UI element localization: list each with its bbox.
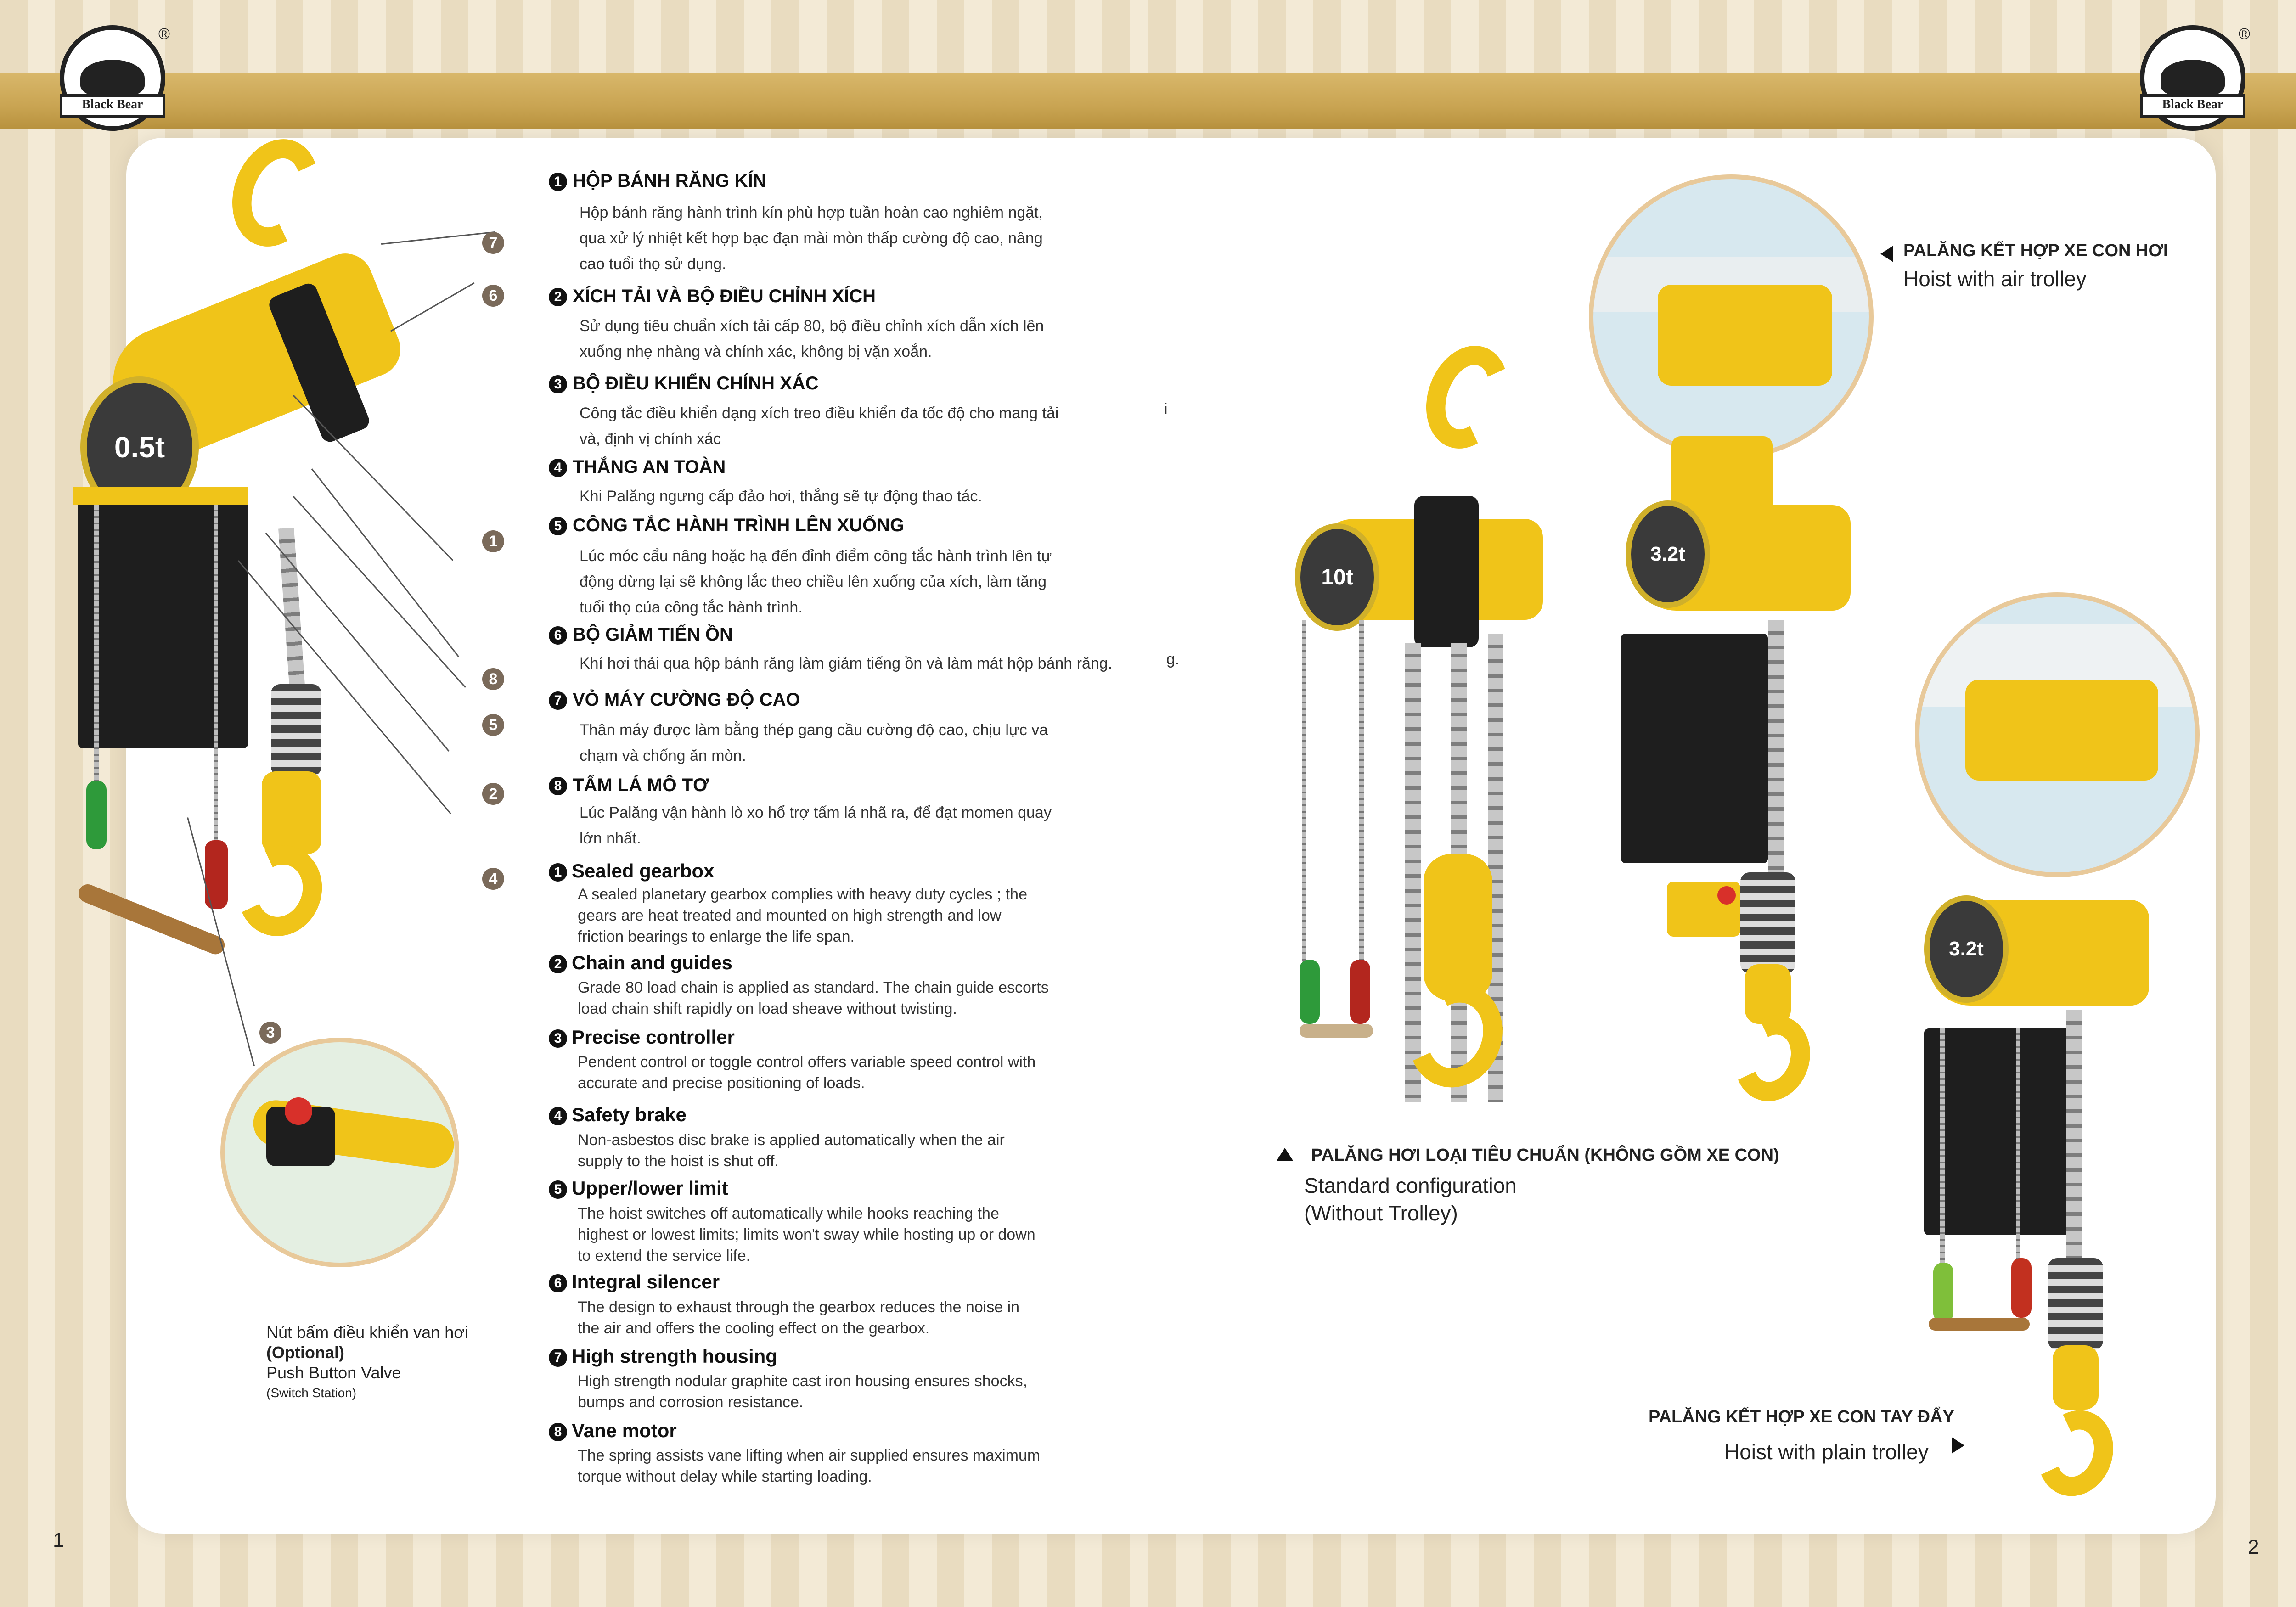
trolley-frame <box>1965 680 2158 781</box>
red-handle <box>2011 1258 2032 1318</box>
spring-guard <box>2048 1258 2103 1350</box>
hook-block <box>1424 854 1492 1001</box>
section-title-text: VỎ MÁY CƯỜNG ĐỘ CAO <box>573 690 800 710</box>
vn-section-title-3 <box>549 373 819 394</box>
vn-section-title-5 <box>549 515 904 536</box>
spring-guard <box>1740 872 1795 973</box>
brand-logo-left <box>60 25 170 131</box>
section-number: 4 <box>549 1107 567 1125</box>
standard-caption-vn: PALĂNG HƠI LOẠI TIÊU CHUẨN (KHÔNG GỒM XE CON) <box>1311 1146 1779 1165</box>
en-section-body-2 <box>578 977 1106 1019</box>
pull-chain <box>2016 1028 2020 1281</box>
vn-section-title-4 <box>549 457 726 478</box>
trolley-frame <box>1658 285 1832 386</box>
air-trolley-caption-vn: PALĂNG KẾT HỢP XE CON HƠI <box>1903 241 2168 260</box>
callout-7: 7 <box>482 232 504 254</box>
section-title-text: BỘ GIẢM TIẾN ỒN <box>573 624 733 645</box>
body-line: cao tuổi thọ sử dụng. <box>580 255 726 273</box>
body-line: load chain shift rapidly on load sheave without twisting. <box>578 1000 957 1017</box>
registered-mark: ® <box>158 25 170 43</box>
inset-caption-sub: (Switch Station) <box>266 1386 357 1400</box>
vn-section-title-7 <box>549 690 800 710</box>
section-title-text: XÍCH TẢI VÀ BỘ ĐIỀU CHỈNH XÍCH <box>573 286 876 306</box>
pointer-left-icon <box>1880 246 1893 262</box>
plain-trolley-caption-vn: PALĂNG KẾT HỢP XE CON TAY ĐẨY <box>1649 1407 1954 1427</box>
vn-section-body-8 <box>580 800 1112 851</box>
body-line: High strength nodular graphite cast iron housing ensures shocks, <box>578 1372 1028 1390</box>
pull-chain <box>1940 1028 1945 1281</box>
vn-section-title-8 <box>549 775 709 796</box>
section-number: 5 <box>549 517 567 535</box>
section-title-text: CÔNG TẮC HÀNH TRÌNH LÊN XUỐNG <box>573 515 905 535</box>
section-number: 7 <box>549 1349 567 1367</box>
body-line: Lúc móc cẩu nâng hoặc hạ đến đỉnh điểm công tắc hành trình lên tự <box>580 547 1052 565</box>
push-button-caption <box>266 1322 468 1403</box>
brand-name: Black Bear <box>2140 94 2245 118</box>
en-section-body-4 <box>578 1129 1106 1172</box>
body-line: Công tắc điều khiển dạng xích treo điều khiển đa tốc độ cho mang tải <box>580 405 1059 422</box>
callout-5: 5 <box>482 714 504 736</box>
vn-section-body-1 <box>580 200 1112 277</box>
section-title-text: Precise controller <box>572 1026 735 1048</box>
body-line: highest or lowest limits; limits won't sway while hosting up or down <box>578 1226 1035 1243</box>
plain-trolley-inset <box>1915 592 2200 877</box>
vn-section-body-4 <box>580 483 1112 509</box>
body-line: friction bearings to enlarge the life span. <box>578 928 855 945</box>
body-line: supply to the hoist is shut off. <box>578 1152 779 1170</box>
body-line: tuổi thọ của công tắc hành trình. <box>580 599 803 616</box>
pointer-right-icon <box>1952 1437 1964 1454</box>
section-title-text: Safety brake <box>572 1104 687 1125</box>
brand-name: Black Bear <box>60 94 165 118</box>
en-section-title-7 <box>549 1345 777 1367</box>
section-title-text: Upper/lower limit <box>572 1177 728 1199</box>
body-line: Non-asbestos disc brake is applied automatically when the air <box>578 1131 1005 1149</box>
body-line: to extend the service life. <box>578 1247 751 1264</box>
chain-bag <box>78 496 248 748</box>
section-number: 4 <box>549 459 567 477</box>
red-handle <box>1350 960 1370 1024</box>
chain-bag <box>1621 634 1768 863</box>
section-title-text: BỘ ĐIỀU KHIỂN CHÍNH XÁC <box>573 373 819 393</box>
load-chain <box>2066 1010 2082 1286</box>
section-number: 7 <box>549 691 567 710</box>
en-section-title-3 <box>549 1026 735 1048</box>
vn-section-title-6 <box>549 624 733 645</box>
en-section-title-6 <box>549 1271 720 1293</box>
en-section-title-8 <box>549 1420 677 1442</box>
header-band <box>0 73 2296 129</box>
pull-chain-right <box>214 505 218 845</box>
pull-bar <box>1300 1024 1373 1038</box>
section-number: 8 <box>549 1423 567 1441</box>
body-line: chạm và chống ăn mòn. <box>580 747 746 764</box>
section-title-text: Chain and guides <box>572 952 733 973</box>
body-line: Khí hơi thải qua hộp bánh răng làm giảm tiếng ồn và làm mát hộp bánh răng. <box>580 655 1113 672</box>
inset-caption-en: Push Button Valve <box>266 1363 401 1382</box>
section-number: 6 <box>549 1274 567 1292</box>
inset-caption-optional: (Optional) <box>266 1343 344 1362</box>
body-line: Grade 80 load chain is applied as standard. The chain guide escorts <box>578 979 1049 996</box>
body-line: A sealed planetary gearbox complies with heavy duty cycles ; the <box>578 886 1027 903</box>
section-number: 5 <box>549 1180 567 1199</box>
en-section-body-3 <box>578 1051 1106 1094</box>
body-line: Lúc Palăng vận hành lò xo hổ trợ tấm lá nhã ra, để đạt momen quay <box>580 804 1052 821</box>
callout-4: 4 <box>482 868 504 890</box>
bag-frame <box>73 487 248 505</box>
body-line: torque without delay while starting loading. <box>578 1468 872 1485</box>
gearbox-cover <box>1414 496 1479 647</box>
body-line: Sử dụng tiêu chuẩn xích tải cấp 80, bộ điều chỉnh xích dẫn xích lên <box>580 317 1044 335</box>
section-number: 1 <box>549 173 567 191</box>
pointer-up-icon <box>1277 1148 1293 1161</box>
vn-section-body-2 <box>580 313 1112 365</box>
air-trolley-caption-en: Hoist with air trolley <box>1903 267 2087 291</box>
vn-section-body-7 <box>580 717 1112 769</box>
plain-trolley-caption-en: Hoist with plain trolley <box>1724 1440 1929 1464</box>
stop-button-icon <box>1717 886 1736 905</box>
callout-3: 3 <box>259 1022 281 1044</box>
en-section-body-6 <box>578 1297 1106 1339</box>
bear-icon <box>2161 60 2225 96</box>
callout-8: 8 <box>482 668 504 690</box>
section-number: 2 <box>549 955 567 973</box>
push-button-inset <box>220 1038 459 1267</box>
section-number: 3 <box>549 1029 567 1048</box>
capacity-label: 3.2t <box>1949 938 1984 960</box>
body-line: Pendent control or toggle control offers variable speed control with <box>578 1053 1036 1071</box>
en-section-title-1 <box>549 860 714 882</box>
stray-char-a: i <box>1164 400 1168 418</box>
section-title-text: THẮNG AN TOÀN <box>573 457 726 477</box>
vn-section-body-3 <box>580 400 1112 452</box>
en-section-body-7 <box>578 1371 1106 1413</box>
section-title-text: Vane motor <box>572 1420 677 1441</box>
inset-caption-vn: Nút bấm điều khiển van hơi <box>266 1323 468 1342</box>
stop-button-icon <box>285 1097 312 1125</box>
section-number: 6 <box>549 626 567 645</box>
body-line: và, định vị chính xác <box>580 430 721 448</box>
registered-mark: ® <box>2238 25 2250 43</box>
green-handle <box>1300 960 1320 1024</box>
air-trolley-inset <box>1589 174 1874 459</box>
stray-char-b: g. <box>1166 651 1180 668</box>
en-section-title-2 <box>549 952 732 974</box>
en-section-title-5 <box>549 1177 728 1199</box>
section-number: 2 <box>549 288 567 306</box>
hook-block <box>2053 1345 2099 1410</box>
body-line: lớn nhất. <box>580 830 641 847</box>
body-line: gears are heat treated and mounted on high strength and low <box>578 907 1002 924</box>
pull-chain <box>1359 620 1364 964</box>
body-line: Hộp bánh răng hành trình kín phù hợp tuần hoàn cao nghiêm ngặt, <box>580 204 1043 221</box>
standard-caption-en-2: (Without Trolley) <box>1304 1201 1458 1225</box>
vn-section-body-6 <box>580 651 1176 676</box>
body-line: bumps and corrosion resistance. <box>578 1393 804 1411</box>
capacity-label: 0.5t <box>114 431 165 464</box>
pull-chain <box>1302 620 1306 964</box>
standard-caption-en-1: Standard configuration <box>1304 1174 1517 1197</box>
section-title-text: Integral silencer <box>572 1271 720 1292</box>
bear-icon <box>80 60 145 96</box>
vn-section-title-1 <box>549 171 766 191</box>
brand-logo-right <box>2140 25 2250 131</box>
end-cap <box>1295 523 1379 631</box>
green-handle <box>1933 1263 1953 1322</box>
end-cap <box>1626 500 1710 608</box>
body-line: The spring assists vane lifting when air supplied ensures maximum <box>578 1447 1041 1464</box>
body-line: động dừng lại sẽ không lắc theo chiều lên xuống của xích, làm tăng <box>580 573 1047 590</box>
callout-6: 6 <box>482 285 504 307</box>
chain-bag <box>1924 1028 2076 1235</box>
capacity-label: 10t <box>1321 565 1353 590</box>
callout-2: 2 <box>482 783 504 805</box>
en-section-body-1 <box>578 884 1106 947</box>
section-number: 8 <box>549 777 567 795</box>
green-handle <box>86 781 107 849</box>
pull-chain-left <box>94 505 99 781</box>
body-line: qua xử lý nhiệt kết hợp bạc đạn mài mòn thấp cường độ cao, nâng <box>580 230 1043 247</box>
hook-block <box>262 771 321 854</box>
section-number: 1 <box>549 863 567 882</box>
body-line: xuống nhẹ nhàng và chính xác, không bị vặn xoắn. <box>580 343 932 360</box>
body-line: accurate and precise positioning of loads. <box>578 1074 865 1092</box>
body-line: Khi Palăng ngưng cấp đảo hơi, thắng sẽ tự động thao tác. <box>580 488 982 505</box>
section-title-text: HỘP BÁNH RĂNG KÍN <box>573 171 766 191</box>
page-number-left: 1 <box>53 1529 64 1551</box>
hook-block <box>1745 964 1791 1024</box>
en-section-title-4 <box>549 1104 687 1126</box>
body-line: Thân máy được làm bằng thép gang cầu cường độ cao, chịu lực va <box>580 721 1048 739</box>
section-title-text: Sealed gearbox <box>572 860 715 882</box>
body-line: the air and offers the cooling effect on the gearbox. <box>578 1320 930 1337</box>
en-section-body-5 <box>578 1203 1106 1266</box>
callout-1: 1 <box>482 530 504 552</box>
vn-section-title-2 <box>549 286 876 307</box>
pull-bar <box>1929 1318 2030 1331</box>
end-cap <box>1924 895 2009 1003</box>
section-title-text: TẤM LÁ MÔ TƠ <box>573 775 709 795</box>
body-line: The hoist switches off automatically while hooks reaching the <box>578 1205 999 1222</box>
capacity-label: 3.2t <box>1650 543 1685 565</box>
spring-guard <box>271 684 321 776</box>
page-number-right: 2 <box>2248 1536 2259 1558</box>
body-line: The design to exhaust through the gearbox reduces the noise in <box>578 1298 1020 1316</box>
load-chain <box>1768 620 1784 877</box>
section-number: 3 <box>549 375 567 393</box>
section-title-text: High strength housing <box>572 1345 777 1367</box>
vn-section-body-5 <box>580 543 1112 620</box>
en-section-body-8 <box>578 1445 1106 1487</box>
